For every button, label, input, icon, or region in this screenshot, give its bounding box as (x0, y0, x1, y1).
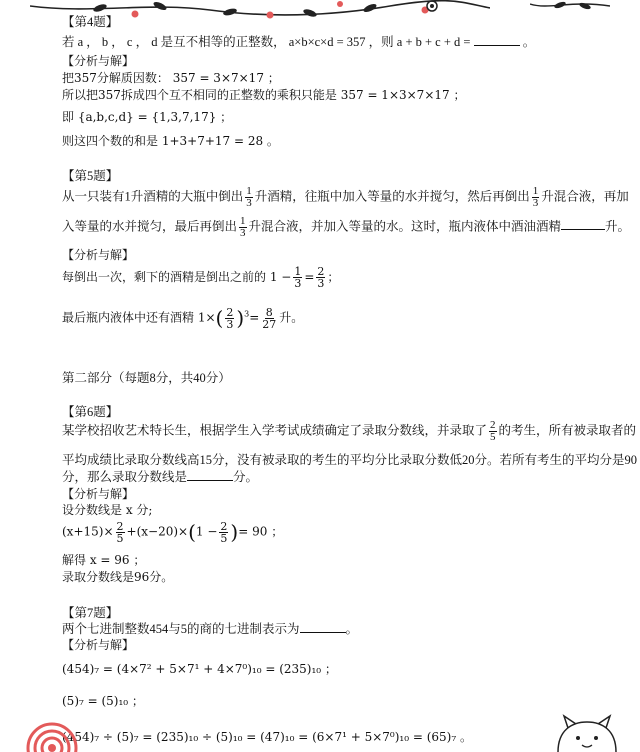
q7-eq3: (454)₇ ÷ (5)₇ = (235)₁₀ ÷ (5)₁₀ = (47)₁₀ = (6×7¹ + 5×7⁰)₁₀ = (65)₇ 。 (62, 730, 472, 744)
answer-blank (187, 470, 233, 481)
q5-line1 (62, 186, 629, 209)
denominator: 5 (116, 531, 124, 545)
q6-step4: 录取分数线是96分。 (62, 570, 174, 584)
denominator: 3 (246, 197, 252, 209)
q7-title: 【第7题】 (62, 606, 119, 620)
fraction (532, 186, 540, 209)
q4-title: 【第4题】 (62, 15, 119, 29)
numerator: 2 (220, 519, 228, 533)
denominator: 3 (317, 277, 325, 290)
q5-analysis-heading: 【分析与解】 (62, 248, 135, 262)
q5-text: 从一只装有1升酒精的大瓶中倒出 (62, 189, 244, 204)
q4-end: 。 (522, 35, 536, 49)
q4-statement-text: 若 a ， b ， c ， d 是互不相等的正整数， a×b×c×d = 357 ，则 a + b + c + d = (62, 35, 471, 49)
answer-blank (300, 622, 346, 633)
numerator: 2 (226, 305, 234, 319)
fraction (261, 307, 277, 330)
q7-end: 。 (345, 622, 359, 636)
q6-step1: 设分数线是 x 分; (62, 503, 153, 517)
q6-line3 (62, 467, 258, 485)
answer-blank (474, 35, 520, 46)
q6-text: 的考生，所有被录取者的 (498, 423, 637, 438)
numerator: 2 (116, 519, 124, 533)
numerator: 8 (265, 305, 273, 319)
q5-step2 (62, 306, 303, 330)
q4-statement (62, 32, 535, 50)
q6-eq-text: = 90 ； (238, 524, 284, 539)
q5-text: 入等量的水并搅匀，最后再倒出 (62, 219, 238, 234)
q6-step3: 解得 x = 96 ； (62, 553, 146, 567)
fraction (316, 266, 325, 289)
q4-analysis-heading: 【分析与解】 (62, 54, 135, 68)
q6-analysis-heading: 【分析与解】 (62, 487, 135, 501)
leaf-decoration (530, 0, 610, 14)
q7-eq1: (454)₇ = (4×7² + 5×7¹ + 4×7⁰)₁₀ = (235)₁₀ ； (62, 662, 337, 676)
q5-step-text: ； (327, 270, 340, 284)
q5-title: 【第5题】 (62, 169, 119, 183)
q5-step-text: 升。 (279, 310, 304, 325)
denominator: 3 (294, 277, 302, 290)
paren: ) (230, 520, 239, 544)
q5-step-text: 最后瓶内液体中还有酒精 1× (62, 310, 216, 325)
q6-title: 【第6题】 (62, 405, 119, 419)
fraction (239, 216, 247, 239)
q7-statement-text: 两个七进制整数454与5的商的七进制表示为 (62, 622, 300, 636)
q5-line2 (62, 216, 630, 239)
q4-line1: 把357分解质因数： 357 = 3×7×17 ； (62, 71, 280, 85)
paren: ( (188, 520, 196, 544)
q6-line1 (62, 420, 636, 443)
denominator: 5 (490, 431, 496, 443)
spiral-decoration (24, 712, 80, 752)
q6-text: 分。 (233, 470, 259, 484)
q6-text: 某学校招收艺术特长生，根据学生入学考试成绩确定了录取分数线，并录取了 (62, 423, 488, 438)
paren: ( (215, 306, 224, 330)
numerator: 1 (246, 185, 252, 197)
fraction (245, 186, 253, 209)
numerator: 2 (490, 419, 496, 431)
fraction (293, 266, 302, 289)
q6-eq-text: 1 − (195, 524, 218, 539)
q6-equation (62, 520, 283, 544)
exponent: 3 (244, 309, 250, 319)
q7-statement (62, 619, 358, 637)
numerator: 1 (532, 185, 539, 197)
q6-line2: 平均成绩比录取分数线高15分，没有被录取的考生的平均分比录取分数低20分。若所有考生的平均分是90 (62, 453, 638, 467)
q6-eq-text: (x+15)× (62, 524, 114, 539)
fraction (225, 307, 234, 330)
fraction (489, 420, 497, 443)
q6-eq-text: +(x−20)× (126, 524, 189, 539)
fraction (219, 521, 228, 544)
equals: = (249, 310, 260, 325)
numerator: 2 (317, 265, 325, 278)
cat-face-icon (552, 712, 622, 752)
denominator: 3 (532, 197, 539, 209)
q7-analysis-heading: 【分析与解】 (62, 638, 135, 652)
part2-title: 第二部分（每题8分，共40分） (62, 371, 231, 385)
q6-text: 分，那么录取分数线是 (62, 470, 188, 484)
equals: = (304, 270, 315, 284)
q5-text: 升混合液，再加 (541, 189, 629, 204)
q4-line2: 所以把357拆成四个互不相同的正整数的乘积只能是 357 = 1×3×7×17 ； (62, 88, 466, 102)
q5-text: 升酒精，往瓶中加入等量的水并搅匀，然后再倒出 (254, 189, 530, 204)
flower-icon (420, 0, 444, 16)
denominator: 3 (226, 317, 234, 331)
denominator: 5 (220, 531, 228, 545)
q5-step1 (62, 266, 339, 289)
q5-text: 升混合液，并加入等量的水。这时，瓶内液体中酒油酒精 (248, 219, 562, 234)
q4-line4: 则这四个数的和是 1+3+7+17 = 28 。 (62, 134, 279, 148)
answer-blank (561, 219, 605, 230)
q5-text: 升。 (605, 219, 631, 234)
q4-line3: 即 {a,b,c,d} = {1,3,7,17} ； (62, 110, 233, 124)
numerator: 1 (240, 215, 246, 227)
fraction (116, 521, 125, 544)
q7-eq2: (5)₇ = (5)₁₀ ； (62, 694, 144, 708)
paren: ) (236, 306, 245, 330)
q5-step-text: 每倒出一次，剩下的酒精是倒出之前的 1 − (62, 270, 292, 284)
denominator: 3 (240, 227, 246, 239)
numerator: 1 (294, 265, 302, 278)
denominator: 27 (262, 317, 277, 331)
